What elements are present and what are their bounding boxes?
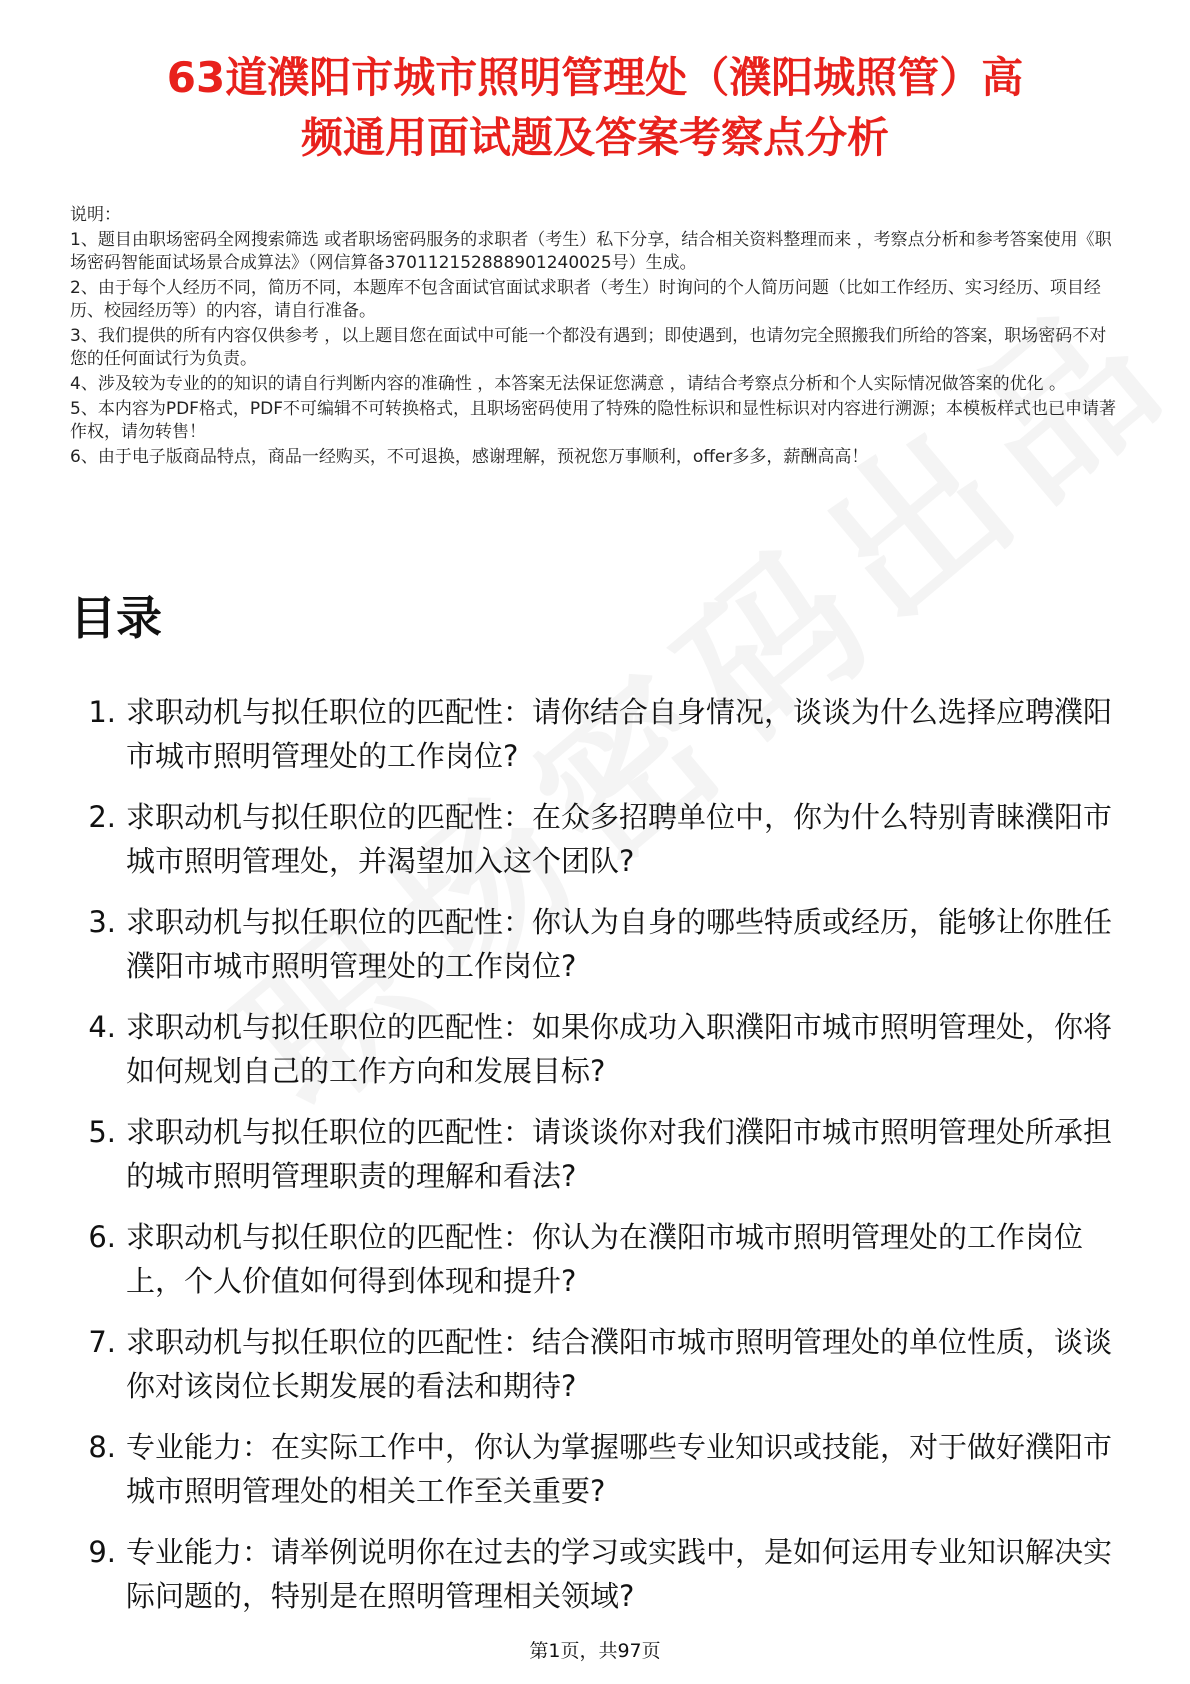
toc-item[interactable] — [70, 1110, 1130, 1198]
toc-item-number: 4. — [88, 1010, 116, 1044]
note-item: 6、由于电子版商品特点，商品一经购买，不可退换，感谢理解，预祝您万事顺利，offer多多，薪酬高高！ — [70, 447, 869, 467]
note-item: 4、涉及较为专业的的知识的请自行判断内容的准确性 ，本答案无法保证您满意 ，请结合考察点分析和个人实际情况做答案的优化 。 — [70, 374, 1067, 394]
toc-item-text: 求职动机与拟任职位的匹配性：在众多招聘单位中，你为什么特别青睐濮阳市城市照明管理处，并渴望加入这个团队? — [126, 800, 1113, 878]
toc-item[interactable] — [70, 1530, 1130, 1618]
toc-item[interactable] — [70, 690, 1130, 778]
toc-item-text: 求职动机与拟任职位的匹配性：请谈谈你对我们濮阳市城市照明管理处所承担的城市照明管理职责的理解和看法? — [126, 1115, 1113, 1193]
table-of-contents — [70, 690, 1130, 1635]
toc-item-text: 求职动机与拟任职位的匹配性：你认为自身的哪些特质或经历，能够让你胜任濮阳市城市照明管理处的工作岗位? — [126, 905, 1113, 983]
notes-section — [70, 204, 1120, 471]
title-line-1: 63道濮阳市城市照明管理处（濮阳城照管）高 — [166, 53, 1024, 102]
toc-heading: 目录 — [70, 591, 162, 645]
toc-item[interactable] — [70, 1005, 1130, 1093]
toc-item[interactable] — [70, 1215, 1130, 1303]
note-item: 2、由于每个人经历不同，简历不同，本题库不包含面试官面试求职者（考生）时询问的个人简历问题（比如工作经历、实习经历、项目经历、校园经历等）的内容，请自行准备。 — [70, 278, 1101, 321]
notes-heading: 说明： — [70, 205, 121, 225]
toc-item-text: 求职动机与拟任职位的匹配性：请你结合自身情况，谈谈为什么选择应聘濮阳市城市照明管理处的工作岗位? — [126, 695, 1113, 773]
toc-item-number: 3. — [88, 905, 116, 939]
page-footer: 第1页，共97页 — [529, 1640, 661, 1662]
toc-item-text: 求职动机与拟任职位的匹配性：你认为在濮阳市城市照明管理处的工作岗位上，个人价值如何得到体现和提升? — [126, 1220, 1084, 1298]
toc-item-number: 5. — [88, 1115, 116, 1149]
toc-item-text: 求职动机与拟任职位的匹配性：如果你成功入职濮阳市城市照明管理处，你将如何规划自己的工作方向和发展目标? — [126, 1010, 1113, 1088]
toc-item[interactable] — [70, 795, 1130, 883]
note-item: 1、题目由职场密码全网搜索筛选 或者职场密码服务的求职者（考生）私下分享，结合相关资料整理而来 ，考察点分析和参考答案使用《职场密码智能面试场景合成算法》（网信算备370112152888901240025号）生成。 — [70, 230, 1112, 273]
toc-item-number: 7. — [88, 1325, 116, 1359]
toc-item-number: 9. — [88, 1535, 116, 1569]
toc-item-text: 专业能力：请举例说明你在过去的学习或实践中，是如何运用专业知识解决实际问题的，特别是在照明管理相关领域? — [126, 1535, 1113, 1613]
toc-item-number: 8. — [88, 1430, 116, 1464]
toc-item[interactable] — [70, 900, 1130, 988]
toc-item-number: 6. — [88, 1220, 116, 1254]
note-item: 3、我们提供的所有内容仅供参考 ，以上题目您在面试中可能一个都没有遇到；即使遇到，也请勿完全照搬我们所给的答案，职场密码不对您的任何面试行为负责。 — [70, 326, 1107, 369]
toc-item[interactable] — [70, 1425, 1130, 1513]
toc-item-text: 求职动机与拟任职位的匹配性：结合濮阳市城市照明管理处的单位性质，谈谈你对该岗位长期发展的看法和期待? — [126, 1325, 1113, 1403]
toc-item-number: 1. — [88, 695, 116, 729]
toc-item-number: 2. — [88, 800, 116, 834]
document-title — [60, 48, 1130, 168]
toc-item-text: 专业能力：在实际工作中，你认为掌握哪些专业知识或技能，对于做好濮阳市城市照明管理处的相关工作至关重要? — [126, 1430, 1113, 1508]
toc-item[interactable] — [70, 1320, 1130, 1408]
title-line-2: 频通用面试题及答案考察点分析 — [300, 113, 889, 162]
note-item: 5、本内容为PDF格式，PDF不可编辑不可转换格式，且职场密码使用了特殊的隐性标识和显性标识对内容进行溯源；本模板样式也已申请著作权，请勿转售！ — [70, 399, 1117, 442]
